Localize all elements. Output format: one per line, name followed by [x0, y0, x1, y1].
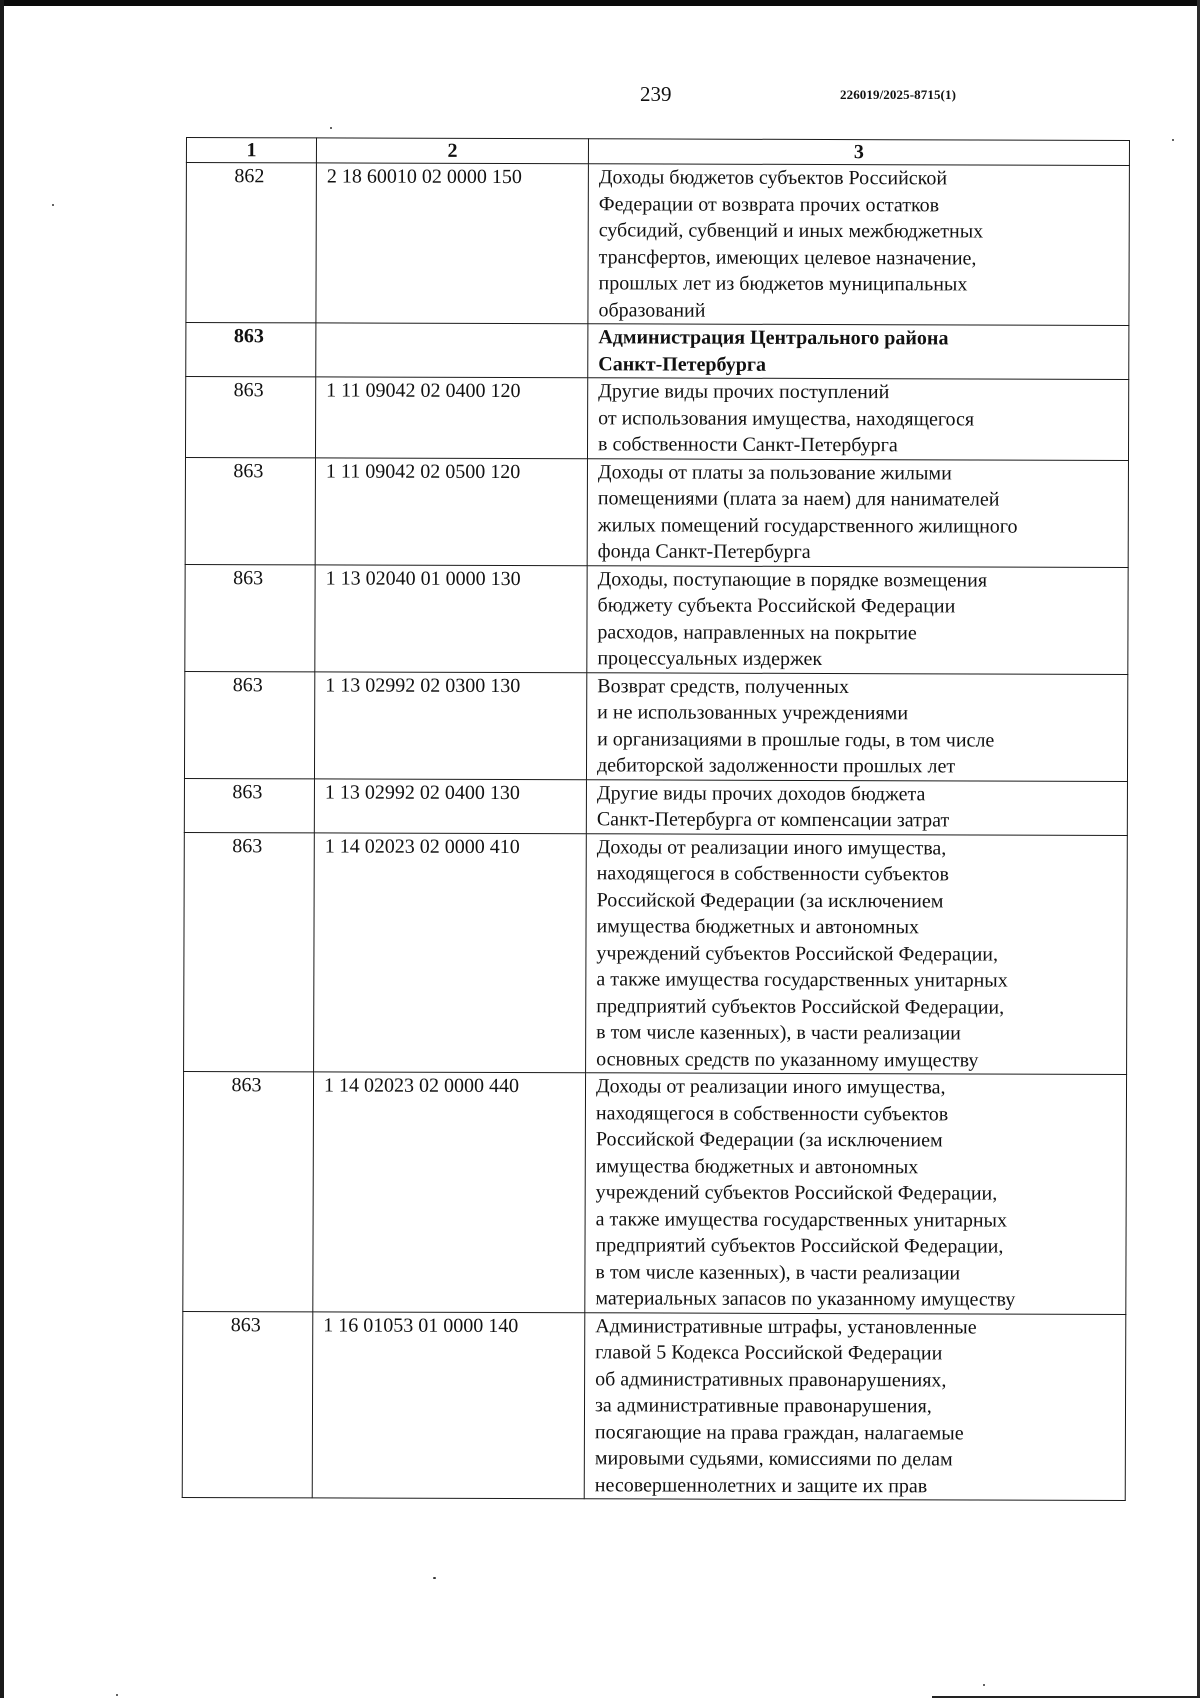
description-line: посягающие на права граждан, налагаемые: [594, 1420, 964, 1444]
description-line: главой 5 Кодекса Российской Федерации: [595, 1341, 943, 1365]
admin-code-cell: 862: [186, 163, 317, 323]
description-line: Административные штрафы, установленные: [595, 1314, 977, 1338]
scan-speck: [433, 1577, 436, 1579]
admin-code-cell: 863: [185, 377, 315, 458]
description-line: Российской Федерации (за исключением: [596, 888, 944, 912]
revenue-description-cell: [588, 324, 1129, 380]
table-row: [183, 1071, 1127, 1313]
description-line: Администрация Центрального района: [598, 326, 949, 350]
scan-speck: [116, 1694, 118, 1696]
budget-code-table: [182, 137, 1130, 1501]
description-line: Российской Федерации (за исключением: [595, 1128, 943, 1152]
description-line: расходов, направленных на покрытие: [597, 620, 917, 644]
description-line: материальных запасов по указанному имуществу: [595, 1287, 1016, 1311]
revenue-description-cell: [586, 672, 1127, 781]
revenue-description-cell: [586, 779, 1127, 835]
table-header-row: [186, 138, 1129, 166]
description-line: прошлых лет из бюджетов муниципальных: [598, 272, 968, 296]
description-line: в собственности Санкт-Петербурга: [598, 433, 898, 457]
description-line: фонда Санкт-Петербурга: [597, 540, 811, 563]
revenue-description-cell: [585, 1073, 1127, 1314]
scan-speck: [983, 1684, 985, 1686]
admin-code-cell: 863: [184, 671, 314, 778]
table-row: [185, 377, 1128, 460]
budget-classification-code-cell: 1 16 01053 01 0000 140: [312, 1311, 585, 1498]
description-line: Доходы от реализации иного имущества,: [596, 835, 947, 859]
table-body: [182, 163, 1129, 1501]
description-line: помещениями (плата за наем) для нанимателей: [597, 487, 1000, 511]
revenue-description-cell: [587, 378, 1128, 460]
description-line: бюджету субъекта Российской Федерации: [597, 594, 956, 618]
scan-border-left: [0, 0, 4, 1698]
description-line: и организациями в прошлые годы, в том числе: [597, 727, 995, 752]
description-line: Возврат средств, полученных: [597, 674, 850, 698]
description-line: Доходы бюджетов субъектов Российской: [598, 166, 948, 190]
description-line: а также имущества государственных унитарных: [595, 1207, 1008, 1232]
description-line: Санкт-Петербурга от компенсации затрат: [596, 808, 950, 832]
revenue-description-cell: [587, 458, 1128, 567]
document-code: 226019/2025-8715(1): [840, 87, 956, 102]
revenue-description-cell: [588, 164, 1130, 326]
table-row: [184, 832, 1128, 1074]
revenue-description-cell: [584, 1312, 1126, 1500]
column-header-3: 3: [588, 139, 1129, 166]
table-row: [184, 671, 1127, 781]
admin-code-cell: 863: [185, 564, 315, 671]
table-row: [184, 778, 1127, 835]
description-line: субсидий, субвенций и иных межбюджетных: [598, 219, 984, 243]
column-header-2: 2: [316, 138, 588, 164]
revenue-description-cell: [586, 833, 1128, 1074]
scan-speck: [1172, 139, 1174, 141]
table-row: [185, 564, 1128, 674]
page-number: 239: [640, 82, 672, 106]
description-line: предприятий субъектов Российской Федерации,: [596, 994, 1005, 1019]
description-line: несовершеннолетних и защите их прав: [594, 1473, 928, 1497]
budget-classification-code-cell: 2 18 60010 02 0000 150: [316, 163, 589, 324]
description-line: трансфертов, имеющих целевое назначение,: [598, 245, 977, 269]
budget-classification-code-cell: 1 13 02992 02 0300 130: [314, 671, 586, 779]
description-line: предприятий субъектов Российской Федерации,: [595, 1234, 1004, 1258]
admin-code-cell: 863: [184, 778, 314, 832]
table-row: [186, 323, 1129, 380]
description-line: основных средств по указанному имуществу: [596, 1047, 979, 1071]
description-line: находящегося в собственности субъектов: [595, 1101, 949, 1125]
admin-code-cell: 863: [185, 457, 315, 564]
description-line: мировыми судьями, комиссиями по делам: [594, 1447, 953, 1471]
description-line: от использования имущества, находящегося: [598, 406, 975, 430]
budget-classification-code-cell: 1 14 02023 02 0000 440: [313, 1072, 586, 1312]
description-line: Доходы, поступающие в порядке возмещения: [597, 567, 988, 592]
budget-classification-code-cell: 1 11 09042 02 0400 120: [315, 377, 587, 458]
admin-code-cell: 863: [183, 1071, 314, 1311]
budget-classification-code-cell: 1 13 02992 02 0400 130: [314, 778, 586, 833]
budget-classification-code-cell: [316, 323, 588, 378]
description-line: за административные правонарушения,: [594, 1394, 932, 1418]
scan-speck: [330, 127, 332, 129]
description-line: Федерации от возврата прочих остатков: [598, 192, 940, 216]
admin-code-cell: 863: [182, 1311, 313, 1498]
description-line: в том числе казенных), в части реализации: [595, 1260, 961, 1284]
scan-border-top: [0, 0, 1200, 6]
column-header-1: 1: [186, 138, 316, 163]
description-line: жилых помещений государственного жилищного: [597, 513, 1018, 538]
budget-classification-code-cell: 1 14 02023 02 0000 410: [314, 832, 587, 1072]
description-line: Доходы от реализации иного имущества,: [595, 1075, 946, 1099]
description-line: Доходы от платы за пользование жилыми: [597, 460, 952, 484]
admin-code-cell: 863: [184, 832, 315, 1072]
revenue-description-cell: [587, 565, 1128, 674]
description-line: в том числе казенных), в части реализации: [596, 1021, 961, 1045]
admin-code-cell: 863: [186, 323, 316, 377]
description-line: учреждений субъектов Российской Федерации,: [596, 941, 999, 966]
description-line: а также имущества государственных унитарных: [596, 968, 1008, 992]
table-row: [185, 457, 1128, 567]
description-line: образований: [598, 298, 706, 322]
description-line: Санкт-Петербурга: [598, 352, 767, 376]
budget-classification-code-cell: 1 13 02040 01 0000 130: [315, 564, 587, 672]
description-line: Другие виды прочих поступлений: [598, 380, 890, 404]
description-line: находящегося в собственности субъектов: [596, 862, 950, 886]
table-row: [186, 163, 1129, 326]
scan-speck: [52, 204, 54, 206]
description-line: учреждений субъектов Российской Федерации,: [595, 1181, 998, 1205]
description-line: имущества бюджетных и автономных: [595, 1154, 919, 1178]
description-line: Другие виды прочих доходов бюджета: [596, 781, 926, 805]
description-line: об административных правонарушениях,: [595, 1367, 947, 1391]
table-row: [182, 1311, 1126, 1500]
description-line: процессуальных издержек: [597, 647, 823, 671]
budget-classification-code-cell: 1 11 09042 02 0500 120: [315, 457, 587, 565]
description-line: имущества бюджетных и автономных: [596, 915, 920, 939]
description-line: и не использованных учреждениями: [597, 701, 909, 725]
description-line: дебиторской задолженности прошлых лет: [596, 754, 956, 778]
